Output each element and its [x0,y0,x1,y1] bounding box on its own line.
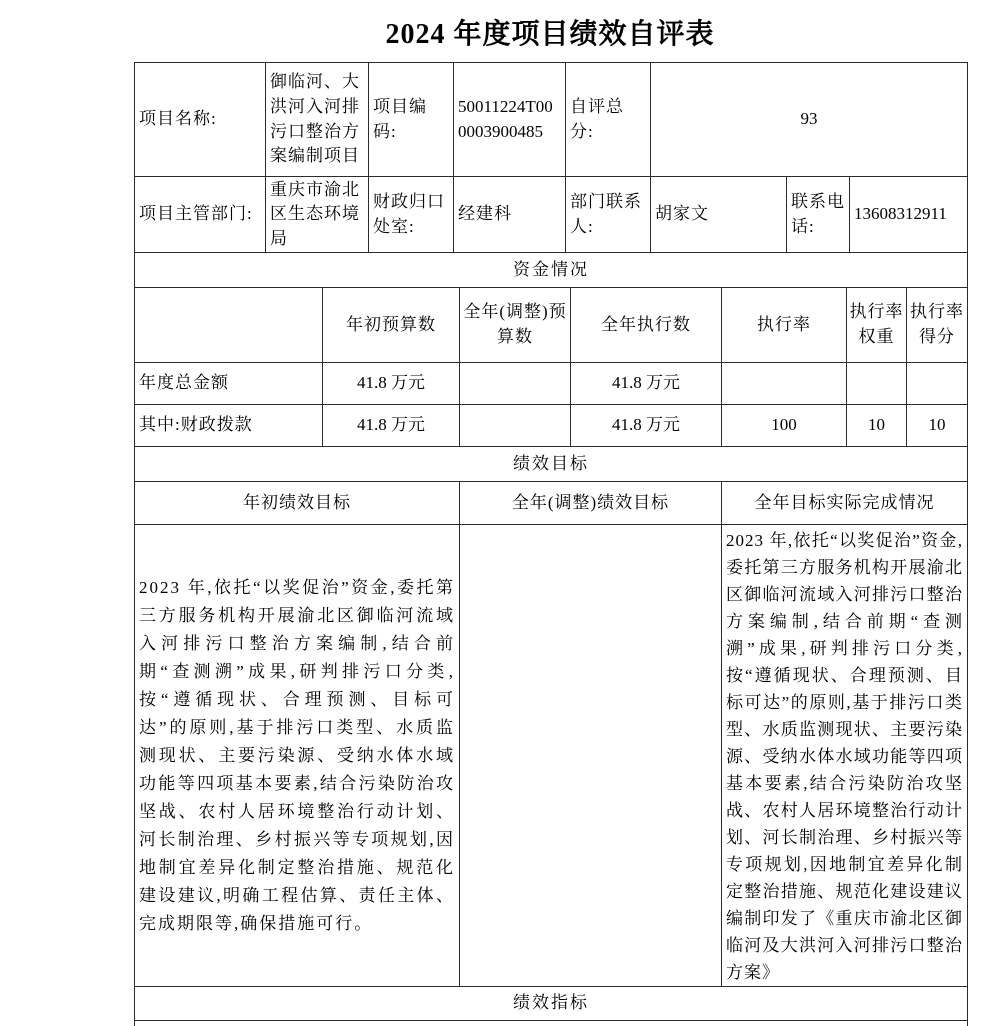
goals-section-header [135,447,968,482]
funding-section-title: 资金情况 [135,253,968,288]
self-score-label: 自评总分: [566,63,651,177]
annual-total-rate [722,363,847,405]
goals-col-completion: 全年目标实际完成情况 [722,482,968,525]
funding-col-blank [135,288,323,363]
fiscal-adjusted-budget [460,405,571,447]
dept-value: 重庆市渝北区生态环境局 [266,177,369,253]
contact-value: 胡家文 [651,177,787,253]
goals-col-initial: 年初绩效目标 [135,482,460,525]
funding-col-adjusted-budget: 全年(调整)预算数 [460,288,571,363]
project-code-value: 50011224T000003900485 [454,63,566,177]
funding-col-rate-score: 执行率得分 [907,288,968,363]
phone-value: 13608312911 [850,177,968,253]
table-row-annual-total [135,363,968,405]
funding-section-header [135,253,968,288]
fiscal-rate: 100 [722,405,847,447]
annual-total-label: 年度总金额 [135,363,323,405]
funding-header-row [135,288,968,363]
initial-goal-cell [135,525,460,987]
goals-body-row [135,525,968,987]
fiscal-initial-budget: 41.8 万元 [323,405,460,447]
annual-total-rate-weight [847,363,907,405]
goals-col-adjusted: 全年(调整)绩效目标 [460,482,722,525]
project-name-value: 御临河、大洪河入河排污口整治方案编制项目 [266,63,369,177]
project-info-row-2 [135,177,968,253]
page-title: 2024 年度项目绩效自评表 [385,19,715,50]
funding-col-rate: 执行率 [722,288,847,363]
fiscal-executed: 41.8 万元 [571,405,722,447]
funding-col-rate-weight: 执行率权重 [847,288,907,363]
actual-completion-text: 2023 年,依托“以奖促治”资金,委托第三方服务机构开展渝北区御临河流域入河排污口整治方案编制,结合前期“查测溯”成果,研判排污口分类,按“遵循现状、合理预测、目标可达”的原则,基于排污口类型、水质监测现状、主要污染源、受纳水体水域功能等四项基本要素,结合污染防治攻坚战、农村人居环境整治行动计划、河长制治理、乡村振兴等专项规划,因地制宜差异化制定整治措施、规范化建设建议编制印发了《重庆市渝北区御临河及大洪河入河排污口整治方案》 [726,531,963,982]
initial-goal-text: 2023 年,依托“以奖促治”资金,委托第三方服务机构开展渝北区御临河流域入河排污口整治方案编制,结合前期“查测溯”成果,研判排污口分类,按“遵循现状、合理预测、目标可达”的原则,基于排污口类型、水质监测现状、主要污染源、受纳水体水域功能等四项基本要素,结合污染防治攻坚战、农村人居环境整治行动计划、河长制治理、乡村振兴等专项规划,因地制宜差异化制定整治措施、规范化建设建议,明确工程估算、责任主体、完成期限等,确保措施可行。 [139,577,455,933]
actual-completion-cell [722,525,968,987]
goals-header-row [135,482,968,525]
annual-total-rate-score [907,363,968,405]
phone-label: 联系电话: [787,177,850,253]
self-score-value: 93 [651,63,968,177]
indicators-section-header [135,987,968,1021]
project-code-label: 项目编码: [369,63,454,177]
project-info-row-1 [135,63,968,177]
finance-office-value: 经建科 [454,177,566,253]
table-row-fiscal-appropriation [135,405,968,447]
funding-col-executed: 全年执行数 [571,288,722,363]
annual-total-initial-budget: 41.8 万元 [323,363,460,405]
fiscal-label: 其中:财政拨款 [135,405,323,447]
partial-bottom-row [135,1021,968,1026]
indicators-section-title: 绩效指标 [135,987,968,1021]
annual-total-adjusted-budget [460,363,571,405]
contact-label: 部门联系人: [566,177,651,253]
fiscal-rate-weight: 10 [847,405,907,447]
goals-section-title: 绩效目标 [135,447,968,482]
annual-total-executed: 41.8 万元 [571,363,722,405]
self-evaluation-table [134,62,968,1026]
funding-col-initial-budget: 年初预算数 [323,288,460,363]
adjusted-goal-cell [460,525,722,987]
dept-label: 项目主管部门: [135,177,266,253]
project-name-label: 项目名称: [135,63,266,177]
partial-bottom-cell [135,1021,968,1026]
fiscal-rate-score: 10 [907,405,968,447]
finance-office-label: 财政归口处室: [369,177,454,253]
